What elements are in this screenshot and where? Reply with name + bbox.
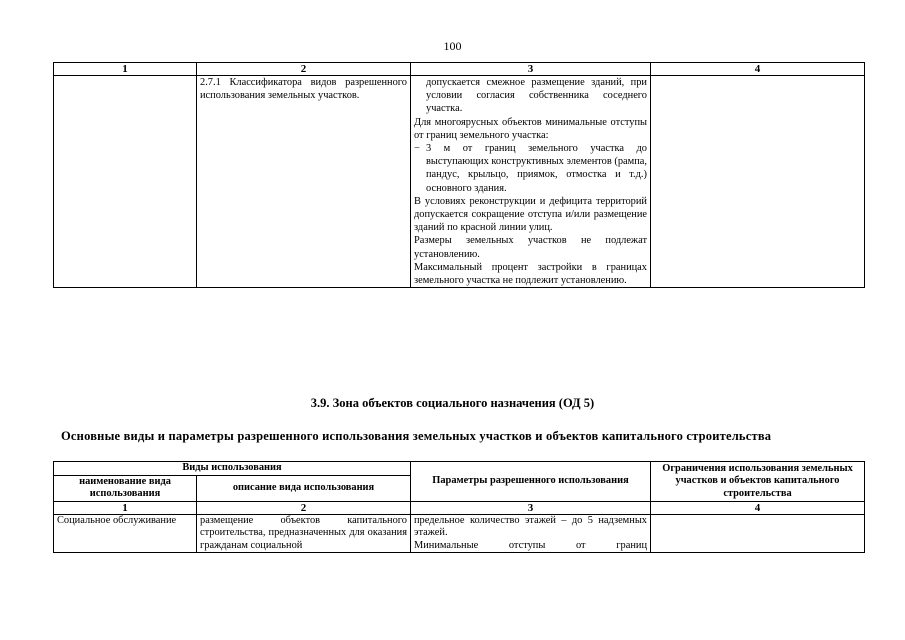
parameters-paragraph-3: Размеры земельных участков не подлежат установлению. [414, 235, 647, 260]
subsection-title: Основные виды и параметры разрешенного использования земельных участков и объектов капитального строительства [61, 429, 772, 443]
page-number: 100 [443, 39, 462, 53]
column-number-2: 2 [197, 501, 411, 514]
column-number-row [54, 63, 865, 76]
parameters-intro: допускается смежное размещение зданий, при условии согласия собственника соседнего участка. [426, 77, 647, 115]
column-number-3: 3 [411, 501, 651, 514]
dash-bullet-icon: − [414, 143, 420, 155]
parameters-header: Параметры разрешенного использования [411, 462, 651, 502]
column-number-4: 4 [651, 63, 865, 76]
continuation-table [53, 62, 865, 288]
parameters-paragraph-2: В условиях реконструкции и дефицита территорий допускается сокращение отступа и/или размещение зданий по красной линии улиц. [414, 195, 647, 234]
usage-name-cell: Социальное обслуживание [54, 514, 197, 553]
parameters-cell [411, 514, 651, 553]
column-number-1: 1 [54, 63, 197, 76]
parameters-paragraph-1: Для многоярусных объектов минимальные отступы от границ земельного участка: [414, 116, 647, 141]
section-title: 3.9. Зона объектов социального назначения (ОД 5) [310, 396, 595, 410]
zone-usage-table [53, 461, 865, 553]
usage-name-header: наименование вида использования [54, 475, 197, 501]
column-number-row [54, 501, 865, 514]
parameters-line-2: Минимальные отступы от границ [414, 539, 647, 551]
restrictions-cell [651, 514, 865, 553]
usage-description-cell: 2.7.1 Классификатора видов разрешенного использования земельных участков. [197, 76, 411, 288]
parameters-line-1: предельное количество этажей – до 5 надземных этажей. [414, 514, 647, 538]
parameters-list-item [414, 142, 647, 195]
header-row-1 [54, 462, 865, 476]
restrictions-cell [651, 76, 865, 288]
usage-types-header: Виды использования [54, 462, 411, 476]
restrictions-header: Ограничения использования земельных участков и объектов капитального строительства [651, 462, 865, 502]
parameters-cell [411, 76, 651, 288]
column-number-1: 1 [54, 501, 197, 514]
table-row [54, 514, 865, 553]
column-number-4: 4 [651, 501, 865, 514]
usage-description-header: описание вида использования [197, 475, 411, 501]
list-item-text: 3 м от границ земельного участка до выступающих конструктивных элементов (рампа, пандус, крыльцо, приямок, отмостка и т.д.) основного здания. [426, 143, 647, 194]
usage-description-cell: размещение объектов капитального строительства, предназначенных для оказания гражданам социальной [197, 514, 411, 553]
column-number-3: 3 [411, 63, 651, 76]
usage-name-cell [54, 76, 197, 288]
table-row [54, 76, 865, 288]
parameters-paragraph-4: Максимальный процент застройки в границах земельного участка не подлежит установлению. [414, 261, 647, 287]
column-number-2: 2 [197, 63, 411, 76]
